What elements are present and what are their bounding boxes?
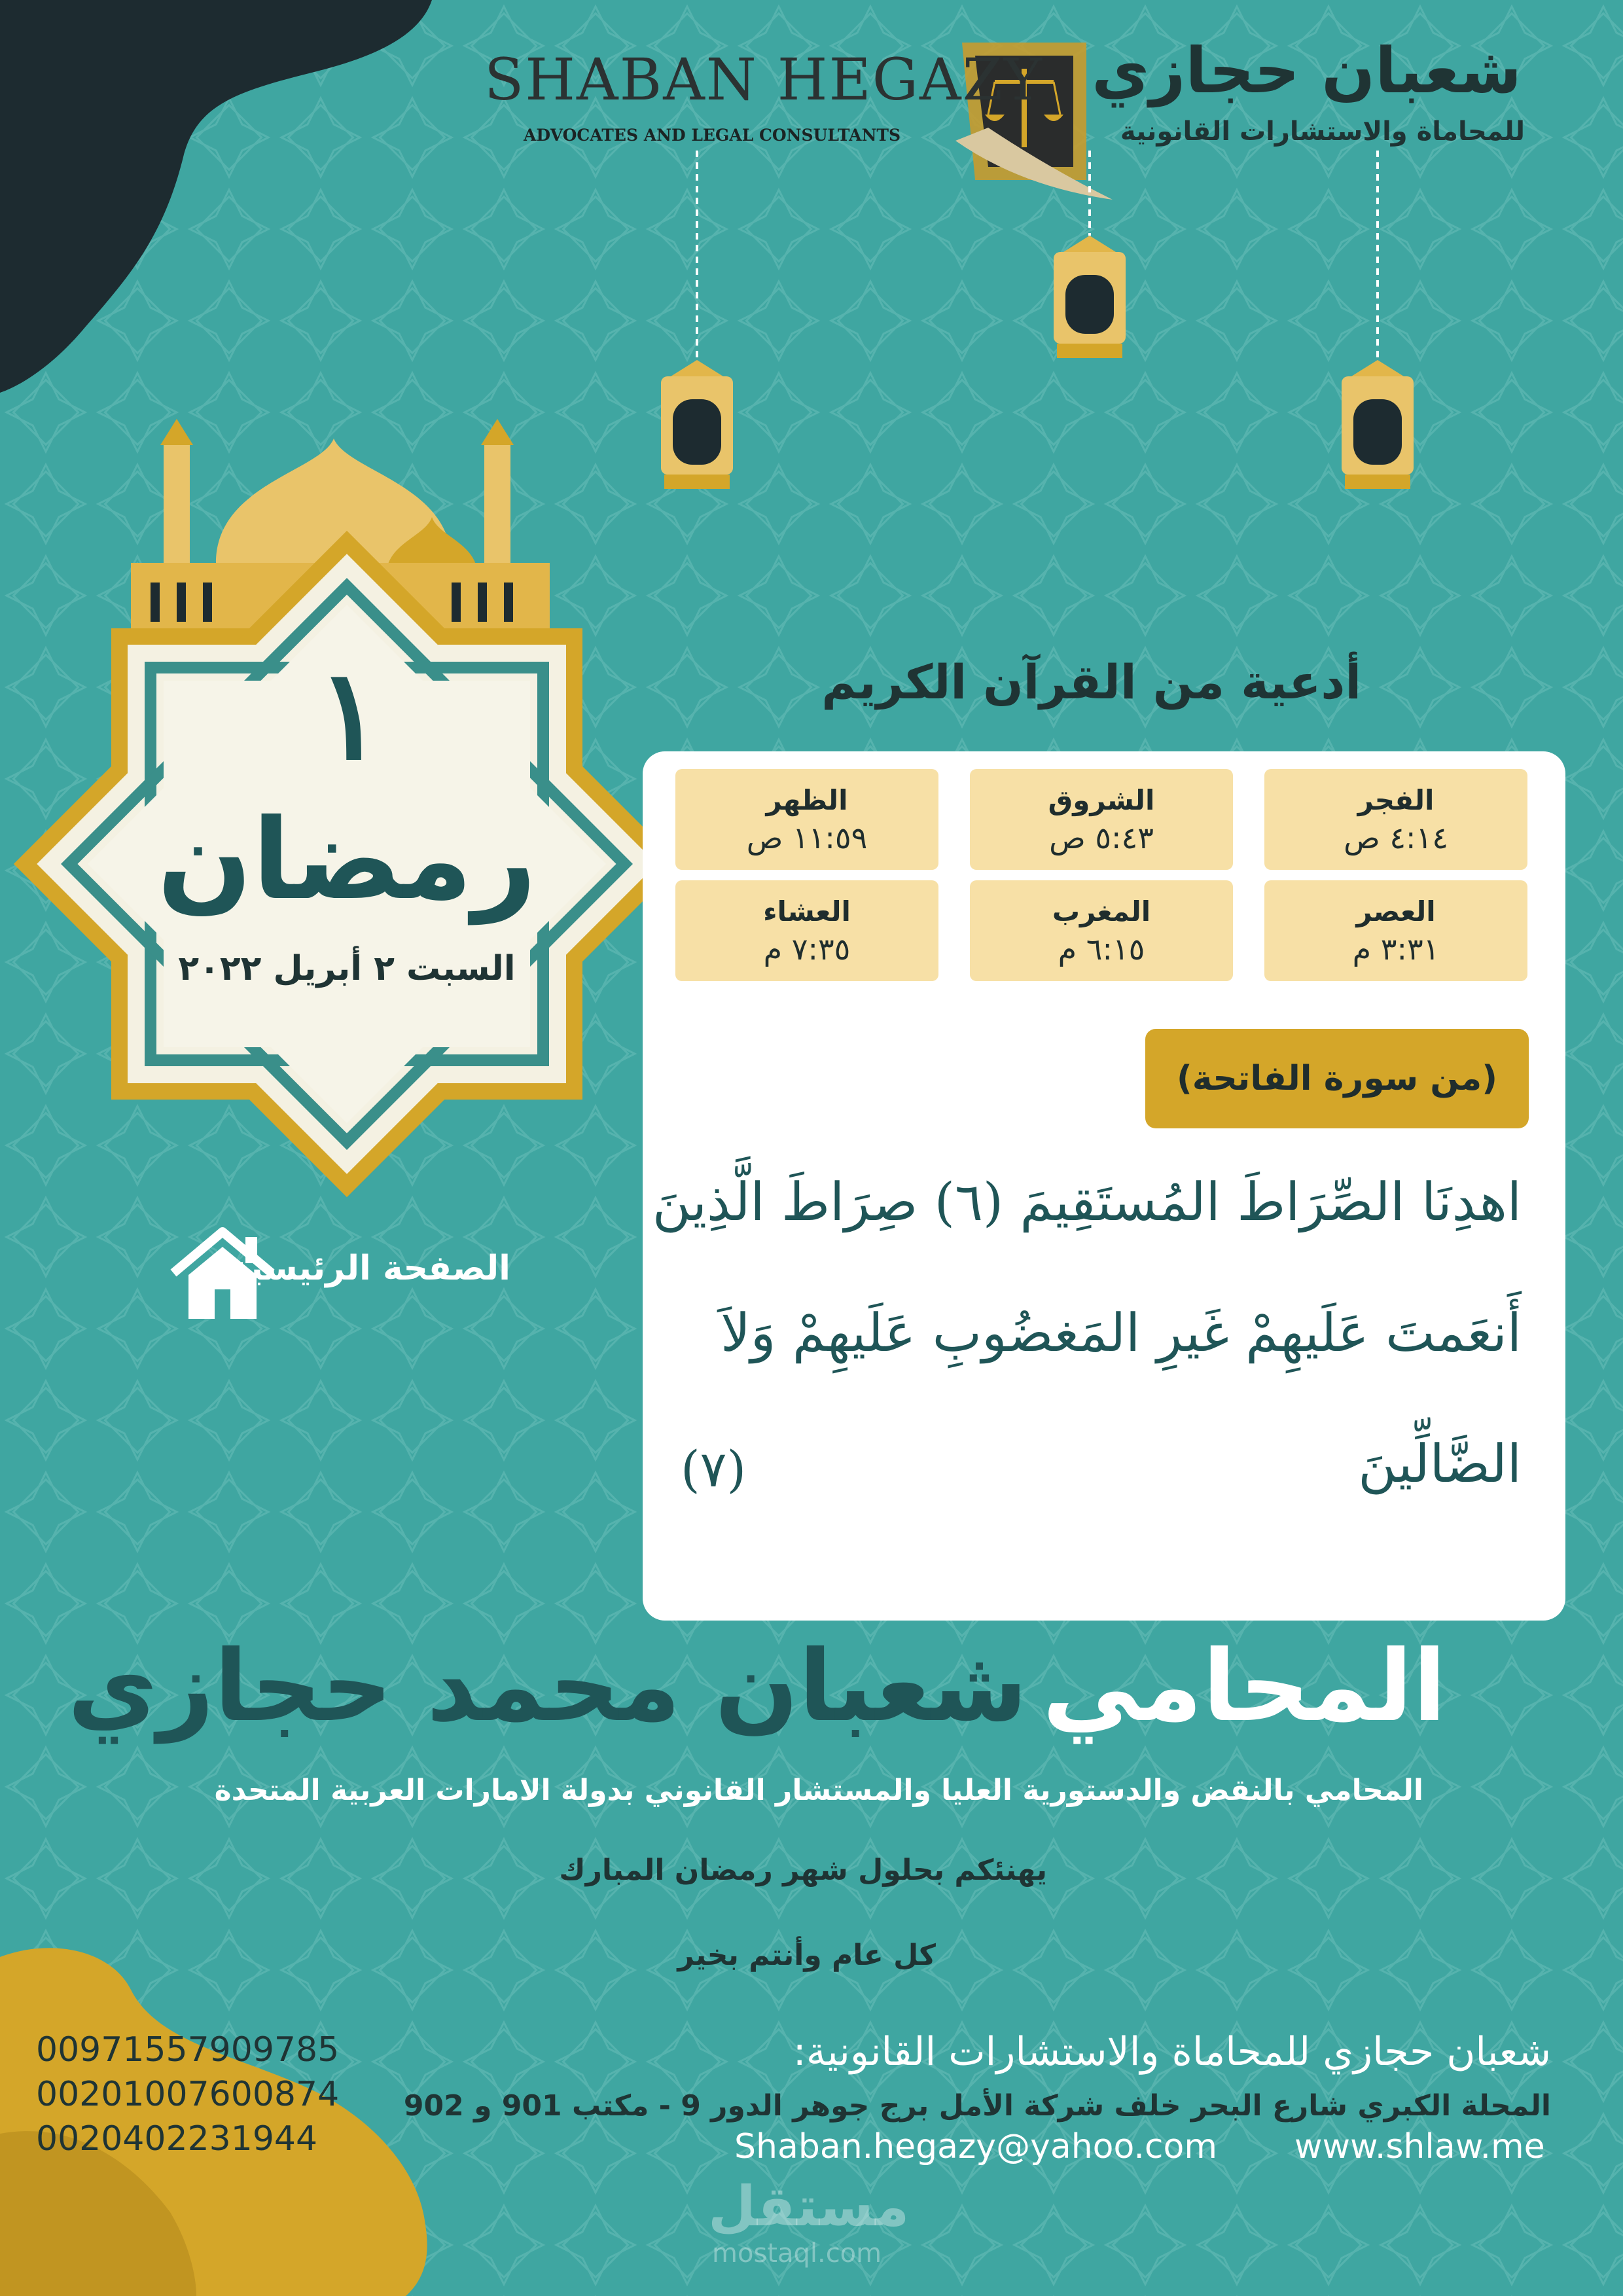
- prayer-time: ٥:٤٣ ص: [1049, 819, 1154, 855]
- prayer-time: ٧:٣٥ م: [763, 931, 851, 967]
- prayer-time: ٣:٣١ م: [1352, 931, 1440, 967]
- brand-arabic-tagline: للمحاماة والاستشارات القانونية: [1120, 117, 1525, 147]
- phone-number[interactable]: 00971557909785: [36, 2030, 340, 2070]
- verse-number: (٧): [681, 1440, 747, 1498]
- brand-english-name: SHABAN HEGAZY: [484, 46, 1043, 113]
- prayer-name: العشاء: [763, 895, 851, 927]
- surah-label: (من سورة الفاتحة): [1145, 1029, 1529, 1128]
- prayer-time: ١١:٥٩ ص: [746, 819, 868, 855]
- section-title: أدعية من القرآن الكريم: [821, 655, 1361, 709]
- prayer-tile-isha: [675, 880, 938, 981]
- home-link-label[interactable]: الصفحة الرئيسية: [229, 1249, 510, 1288]
- prayer-tile-asr: [1264, 880, 1527, 981]
- website-link[interactable]: www.shlaw.me: [1294, 2127, 1545, 2166]
- brand-arabic-name: شعبان حجازي: [1092, 34, 1522, 107]
- brand-english-tagline: ADVOCATES AND LEGAL CONSULTANTS: [524, 126, 901, 145]
- lawyer-title-word: المحامي: [1042, 1630, 1446, 1744]
- prayer-name: الفجر: [1357, 783, 1435, 816]
- verse-line: اهدِنَا الصِّرَاطَ المُستَقِيمَ (٦) صِرَاطَ الَّذِينَ: [652, 1172, 1522, 1232]
- prayer-name: الشروق: [1048, 783, 1155, 816]
- lantern-icon-left: [661, 360, 733, 489]
- greeting-text: يهنئكم بحلول شهر رمضان المبارك: [559, 1854, 1047, 1887]
- lantern-icon-middle: [1054, 236, 1126, 358]
- company-name: شعبان حجازي للمحاماة والاستشارات القانونية:: [793, 2029, 1551, 2075]
- prayer-tile-sunrise: [970, 769, 1233, 870]
- hanging-lanterns-decoration: [628, 151, 1446, 569]
- verse-line: الضَّالِّينَ: [1358, 1433, 1522, 1494]
- date-full: السبت ٢ أبريل ٢٠٢٢: [178, 949, 516, 988]
- prayer-time: ٦:١٥ م: [1058, 931, 1145, 967]
- prayer-tile-fajr: [1264, 769, 1527, 870]
- lantern-icon-right: [1342, 360, 1414, 489]
- prayer-tile-maghrib: [970, 880, 1233, 981]
- lawyer-subtitle: المحامي بالنقض والدستورية العليا والمستشار القانوني بدولة الامارات العربية المتحدة: [214, 1774, 1423, 1807]
- prayer-name: العصر: [1356, 895, 1436, 927]
- wishes-text: كل عام وأنتم بخير: [677, 1939, 936, 1972]
- phone-number[interactable]: 0020402231944: [36, 2119, 318, 2159]
- lawyer-name: شعبان محمد حجازي: [67, 1630, 1027, 1744]
- date-month: رمضان: [157, 795, 537, 925]
- date-day-number: ١: [316, 641, 384, 787]
- office-address: المحلة الكبري شارع البحر خلف شركة الأمل برج جوهر الدور 9 - مكتب 901 و 902: [403, 2089, 1551, 2123]
- email-link[interactable]: Shaban.hegazy@yahoo.com: [734, 2127, 1217, 2166]
- prayer-time: ٤:١٤ ص: [1344, 819, 1448, 855]
- prayer-name: المغرب: [1052, 895, 1151, 927]
- prayer-name: الظهر: [766, 783, 848, 816]
- phone-list: [36, 2028, 339, 2161]
- verse-line: أَنعَمتَ عَلَيهِمْ غَيرِ المَغضُوبِ عَلَيهِمْ وَلاَ: [721, 1302, 1522, 1363]
- prayer-tile-dhuhr: [675, 769, 938, 870]
- phone-number[interactable]: 00201007600874: [36, 2075, 340, 2114]
- watermark-arabic: مستقل: [708, 2174, 910, 2238]
- top-left-wave-shape: [0, 0, 445, 406]
- watermark-url: mostaql.com: [712, 2238, 882, 2269]
